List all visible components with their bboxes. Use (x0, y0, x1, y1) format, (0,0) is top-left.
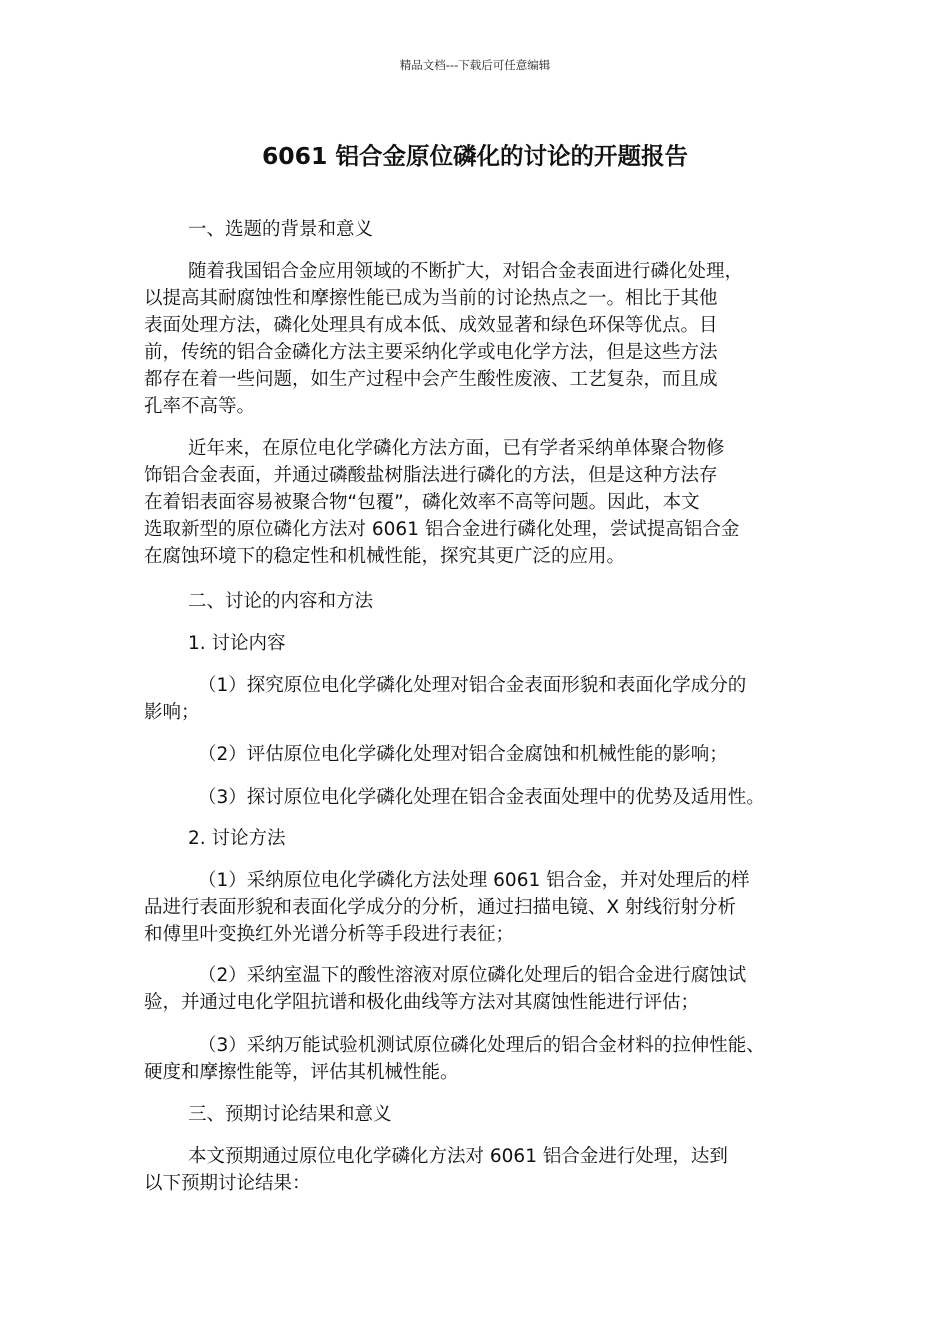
section-heading-expected-results: 三、预期讨论结果和意义 (188, 1104, 392, 1125)
subheading-research-content: 1. 讨论内容 (188, 633, 286, 654)
method-item-3: （3）采纳万能试验机测试原位磷化处理后的铝合金材料的拉伸性能、 硬度和摩擦性能等，评估其机械性能。 (144, 1035, 765, 1083)
method-item-2: （2）采纳室温下的酸性溶液对原位磷化处理后的铝合金进行腐蚀试 验，并通过电化学阻抗谱和极化曲线等方法对其腐蚀性能进行评估； (144, 965, 747, 1013)
page-header-note: 精品文档---下载后可任意编辑 (399, 58, 551, 72)
paragraph-recent-research: 近年来，在原位电化学磷化方法方面，已有学者采纳单体聚合物修 饰铝合金表面，并通过磷酸盐树脂法进行磷化的方法，但是这种方法存 在着铝表面容易被聚合物“包覆”，磷化效率不高等问题。因此，本文 选取新型的原位磷化方法对 6061 铝合金进行磷化处理，尝试提高铝合金 在腐蚀环境下的稳定性和机械性能，探究其更广泛的应用。 (144, 438, 740, 567)
method-item-1: （1）采纳原位电化学磷化方法处理 6061 铝合金，并对处理后的样 品进行表面形貌和表面化学成分的分析，通过扫描电镜、X 射线衍射分析 和傅里叶变换红外光谱分析等手段进行表征； (144, 870, 750, 945)
content-item-2: （2）评估原位电化学磷化处理对铝合金腐蚀和机械性能的影响； (198, 744, 728, 765)
paragraph-background: 随着我国铝合金应用领域的不断扩大，对铝合金表面进行磷化处理， 以提高其耐腐蚀性和摩擦性能已成为当前的讨论热点之一。相比于其他 表面处理方法，磷化处理具有成本低、成效显著和绿色环保等优点。目 前，传统的铝合金磷化方法主要采纳化学或电化学方法，但是这些方法 都存在着一些问题，如生产过程中会产生酸性废液、工艺复杂，而且成 孔率不高等。 (144, 261, 744, 417)
paragraph-expected-results: 本文预期通过原位电化学磷化方法对 6061 铝合金进行处理，达到 以下预期讨论结果： (144, 1146, 728, 1194)
content-item-3: （3）探讨原位电化学磷化处理在铝合金表面处理中的优势及适用性。 (198, 787, 765, 808)
content-item-1: （1）探究原位电化学磷化处理对铝合金表面形貌和表面化学成分的 影响； (144, 675, 747, 723)
section-heading-background: 一、选题的背景和意义 (188, 219, 374, 240)
document-title: 6061 铝合金原位磷化的讨论的开题报告 (261, 142, 689, 170)
subheading-research-methods: 2. 讨论方法 (188, 828, 286, 849)
section-heading-content-methods: 二、讨论的内容和方法 (188, 591, 374, 612)
